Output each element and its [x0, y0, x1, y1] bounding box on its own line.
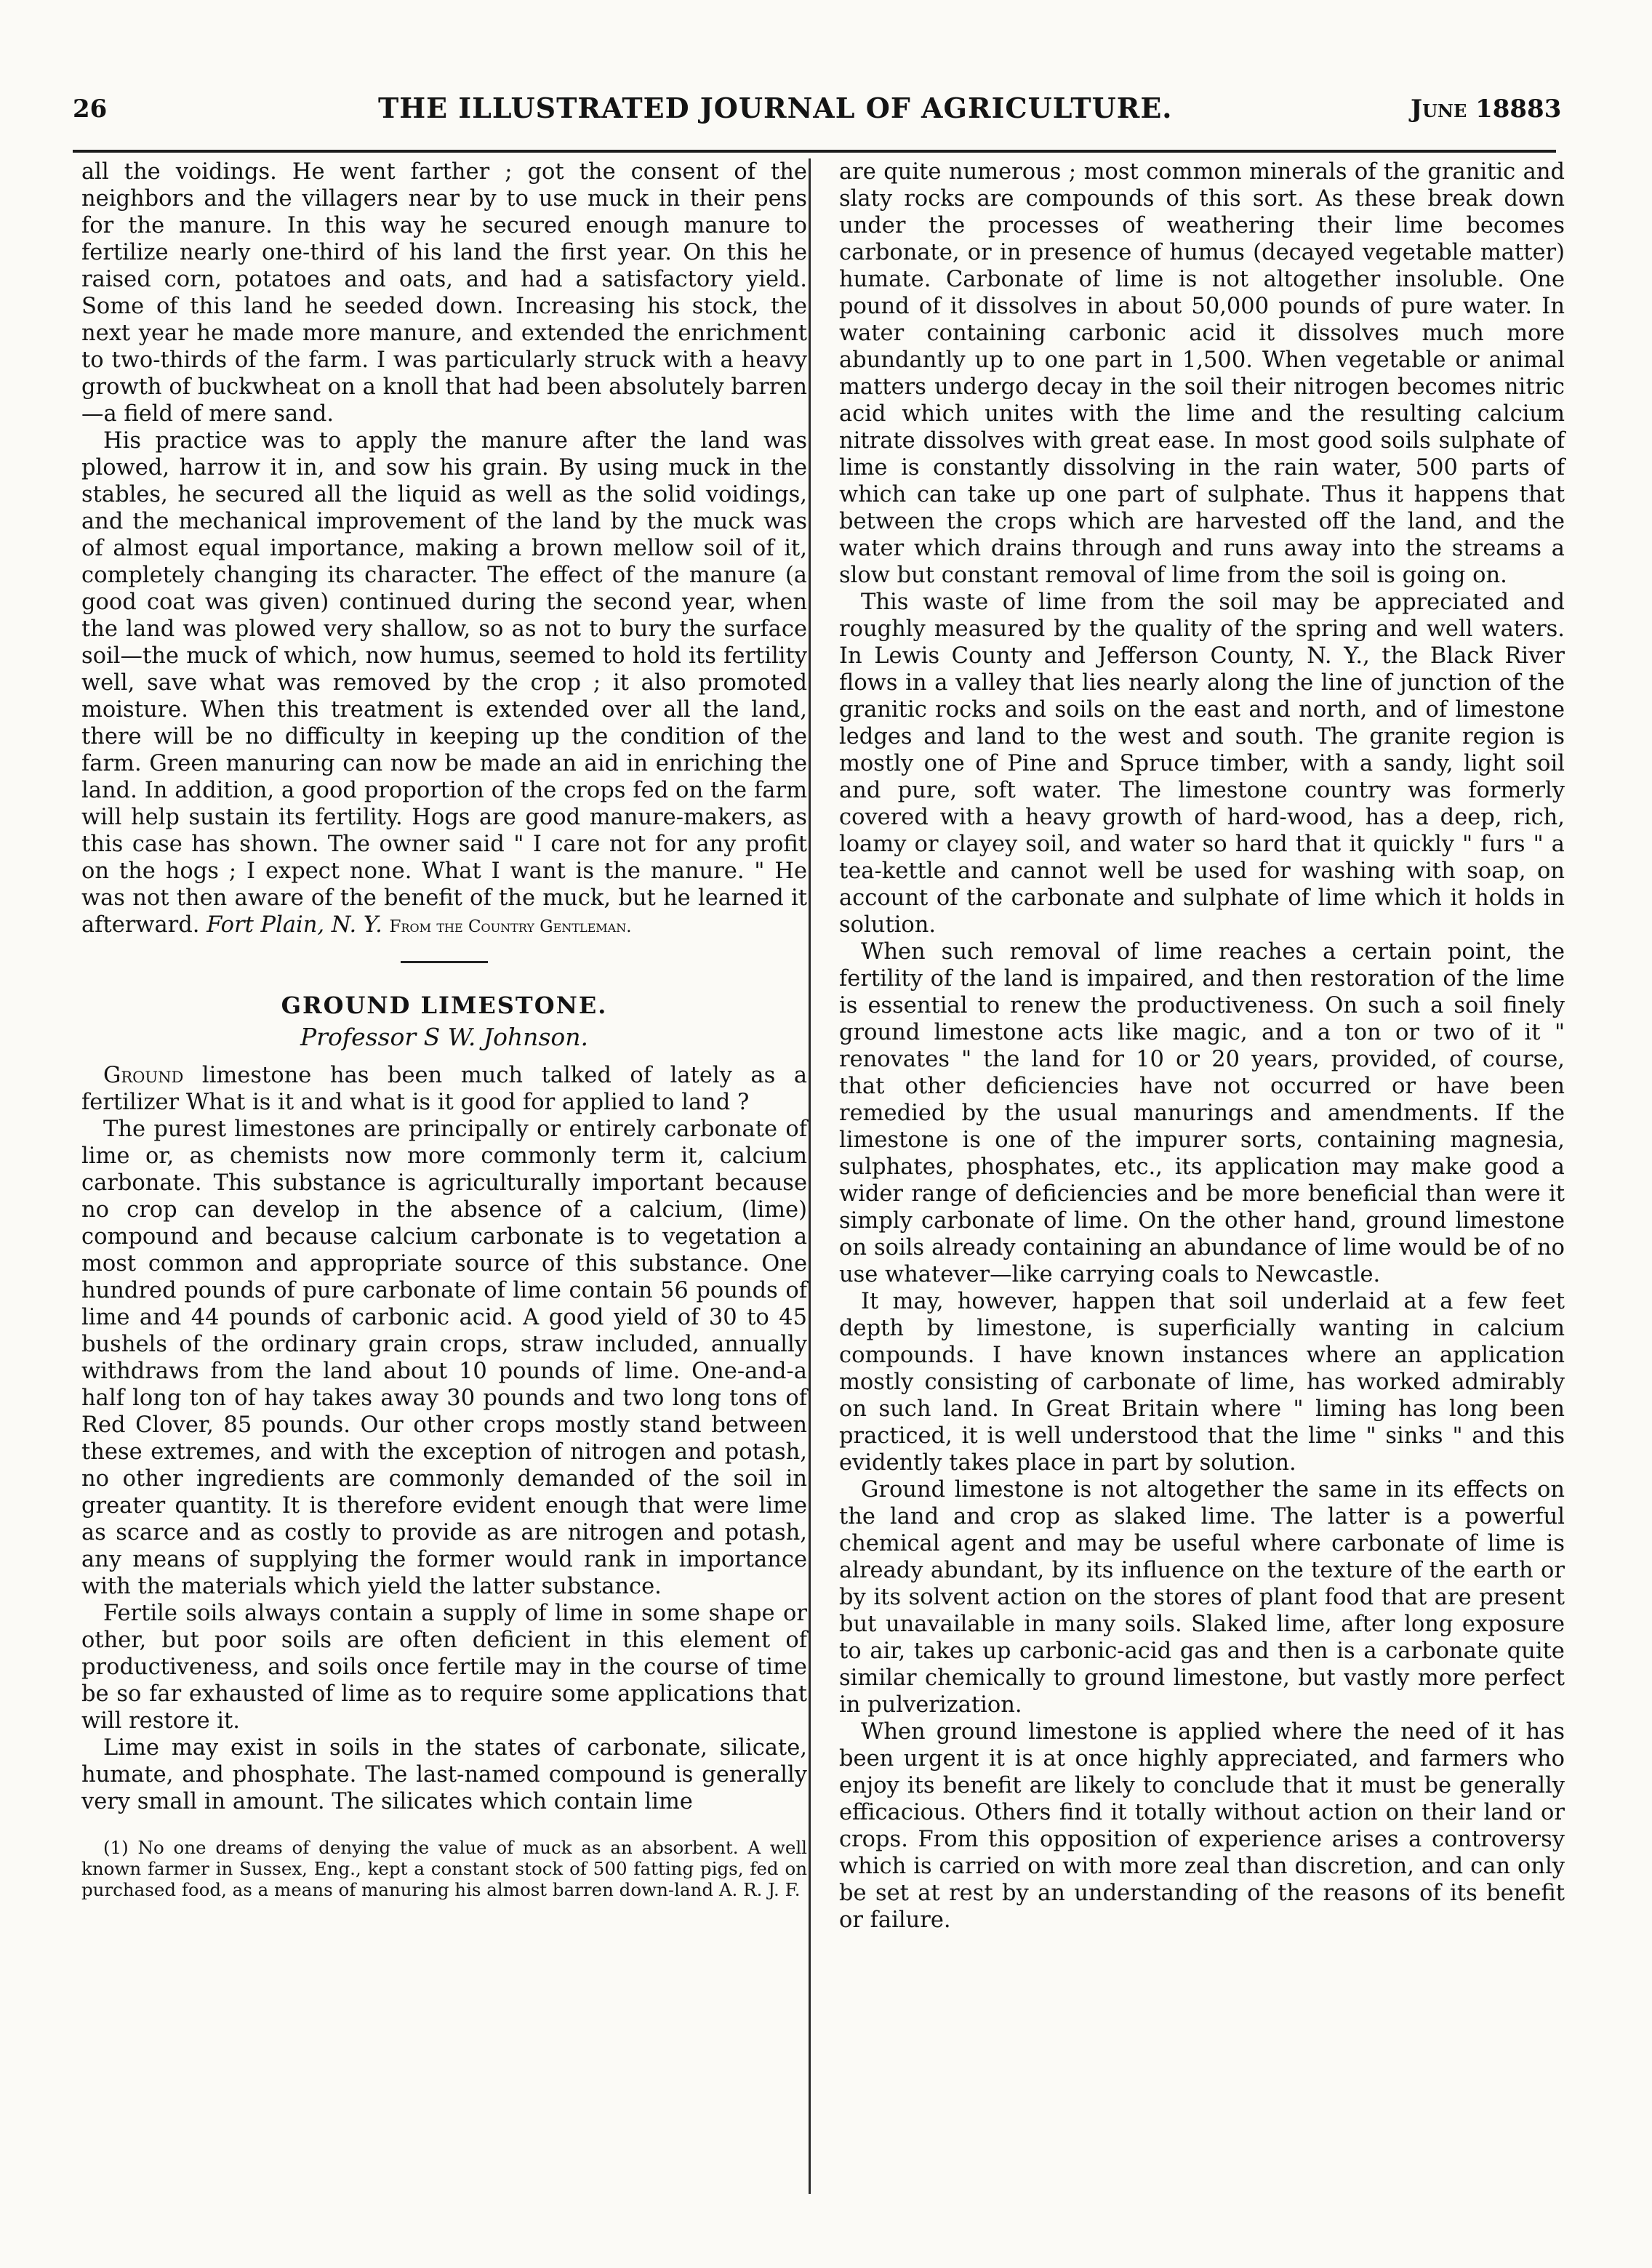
left-column	[81, 158, 807, 1900]
paragraph: Lime may exist in soils in the states of carbonate, silicate, humate, and phosphate. The last-named compound is generally very small in amount. The silicates which contain lime	[81, 1735, 807, 1814]
page-number: 26	[73, 94, 108, 124]
journal-title: THE ILLUSTRATED JOURNAL OF AGRICULTURE.	[378, 92, 1173, 124]
source-credit: From the Country Gentleman.	[389, 917, 632, 936]
paragraph: When such removal of lime reaches a certain point, the fertility of the land is impaired, and then restoration of the lime is essential to renew the productiveness. On such a soil finely ground limestone acts like magic, and a ton or two of it " renovates " the land for 10 or 20 years, provided, of course, that other deficiencies have not occurred or have been remedied by the usual manurings and amendments. If the limestone is one of the impurer sorts, containing magnesia, sulphates, phosphates, etc., its application may make good a wider range of deficiencies and be more beneficial than were it simply carbonate of lime. On the other hand, ground limestone on soils already containing an abundance of lime would be of no use whatever—like carrying coals to Newcastle.	[839, 939, 1565, 1287]
article-author: Professor S W. Johnson.	[300, 1023, 588, 1051]
paragraph: This waste of lime from the soil may be appreciated and roughly measured by the quality of the spring and well waters. In Lewis County and Jefferson County, N. Y., the Black River flows in a valley that lies nearly along the line of junction of the granitic rocks and soils on the east and north, and of limestone ledges and land to the west and south. The granite region is mostly one of Pine and Spruce timber, with a sandy, light soil and pure, soft water. The limestone country was formerly covered with a heavy growth of hard-wood, has a deep, rich, loamy or clayey soil, and water so hard that it quickly " furs " a tea-kettle and cannot well be used for washing with soap, on account of the carbonate and sulphate of lime which it holds in solution.	[839, 590, 1565, 938]
column-divider	[809, 158, 811, 2194]
paragraph: all the voidings. He went farther ; got the consent of the neighbors and the villagers near by to use muck in their pens for the manure. In this way he secured enough manure to fertilize nearly one-third of his land the first year. On this he raised corn, potatoes and oats, and had a satisfactory yield. Some of this land he seeded down. Increasing his stock, the next year he made more manure, and extended the enrichment to two-thirds of the farm. I was particularly struck with a heavy growth of buckwheat on a knoll that had been absolutely barren—a field of mere sand.	[81, 159, 807, 427]
header-rule	[73, 150, 1556, 153]
footnote: (1) No one dreams of denying the value of muck as an absorbent. A well known farmer in Sussex, Eng., kept a constant stock of 500 fatting pigs, fed on purchased food, as a means of manuring his almost barren down-land A. R. J. F.	[81, 1837, 807, 1900]
lead-word: Ground	[103, 1063, 184, 1088]
paragraph	[81, 427, 807, 941]
paragraph: Ground limestone is not altogether the same in its effects on the land and crop as slaked lime. The latter is a powerful chemical agent and may be useful where carbonate of lime is already abundant, by its influence on the texture of the earth or by its solvent action on the stores of plant food that are present but unavailable in many soils. Slaked lime, after long exposure to air, takes up carbonic-acid gas and then is a carbonate quite similar chemically to ground limestone, but vastly more perfect in pulverization.	[839, 1477, 1565, 1718]
paragraph: are quite numerous ; most common minerals of the granitic and slaty rocks are compounds of this sort. As these break down under the processes of weathering their lime becomes carbonate, or in presence of humus (decayed vegetable matter) humate. Carbonate of lime is not altogether insoluble. One pound of it dissolves in about 50,000 pounds of pure water. In water containing carbonic acid it dissolves much more abundantly up to one part in 1,500. When vegetable or animal matters undergo decay in the soil their nitrogen becomes nitric acid which unites with the lime and the resulting calcium nitrate dissolves with great ease. In most good soils sulphate of lime is constantly dissolving in the rain water, 500 parts of which can take up one part of sulphate. Thus it happens that between the crops which are harvested off the land, and the water which drains through and runs away into the streams a slow but constant removal of lime from the soil is going on.	[839, 159, 1565, 588]
issue-date: June 18883	[1411, 94, 1562, 124]
section-rule	[401, 961, 488, 963]
paragraph: It may, however, happen that soil underlaid at a few feet depth by limestone, is superficially wanting in calcium compounds. I have known instances where an application mostly consisting of carbonate of lime, has worked admirably on such land. In Great Britain where " liming has long been practiced, it is well understood that the lime " sinks " and this evidently takes place in part by solution.	[839, 1289, 1565, 1476]
paragraph: Fertile soils always contain a supply of lime in some shape or other, but poor soils are often deficient in this element of productiveness, and soils once fertile may in the course of time be so far exhausted of lime as to require some applications that will restore it.	[81, 1601, 807, 1734]
paragraph	[81, 1062, 807, 1116]
right-column	[839, 158, 1565, 1934]
paragraph-text: limestone has been much talked of lately as a fertilizer What is it and what is it good for applied to land ?	[81, 1063, 807, 1115]
paragraph: The purest limestones are principally or entirely carbonate of lime or, as chemists now more commonly term it, calcium carbonate. This substance is agriculturally important because no crop can develop in the absence of a calcium, (lime) compound and because calcium carbonate is to vegetation a most common and appropriate source of this substance. One hundred pounds of pure carbonate of lime contain 56 pounds of lime and 44 pounds of carbonic acid. A good yield of 30 to 45 bushels of the ordinary grain crops, straw included, annually withdraws from the land about 10 pounds of lime. One-and-a half long ton of hay takes away 30 pounds and two long tons of Red Clover, 85 pounds. Our other crops mostly stand between these extremes, and with the exception of nitrogen and potash, no other ingredients are commonly demanded of the soil in greater quantity. It is therefore evident enough that were lime as scarce and as costly to provide as are nitrogen and potash, any means of supplying the former would rank in importance with the materials which yield the latter substance.	[81, 1117, 807, 1599]
paragraph-text: His practice was to apply the manure after the land was plowed, harrow it in, and sow his grain. By using muck in the stables, he secured all the liquid as well as the solid voidings, and the mechanical improvement of the land by the muck was of almost equal importance, making a brown mellow soil of it, completely changing its character. The effect of the manure (a good coat was given) continued during the second year, when the land was plowed very shallow, so as not to bury the surface soil—the muck of which, now humus, seemed to hold its fertility well, save what was removed by the crop ; it also promoted moisture. When this treatment is extended over all the land, there will be no difficulty in keeping up the condition of the farm. Green manuring can now be made an aid in enriching the land. In addition, a good proportion of the crops fed on the farm will help sustain its fertility. Hogs are good manure-makers, as this case has shown. The owner said " I care not for any profit on the hogs ; I expect none. What I want is the manure. " He was not then aware of the benefit of the muck, but he learned it afterward.	[81, 428, 807, 938]
page-header	[0, 0, 1652, 145]
source-place: Fort Plain, N. Y.	[206, 912, 382, 938]
paragraph: When ground limestone is applied where the need of it has been urgent it is at once highly appreciated, and farmers who enjoy its benefit are likely to conclude that it must be generally efficacious. Others find it totally without action on their land or crops. From this opposition of experience arises a controversy which is carried on with more zeal than discretion, and can only be set at rest by an understanding of the reasons of its benefit or failure.	[839, 1719, 1565, 1933]
article-title: GROUND LIMESTONE.	[281, 992, 608, 1019]
